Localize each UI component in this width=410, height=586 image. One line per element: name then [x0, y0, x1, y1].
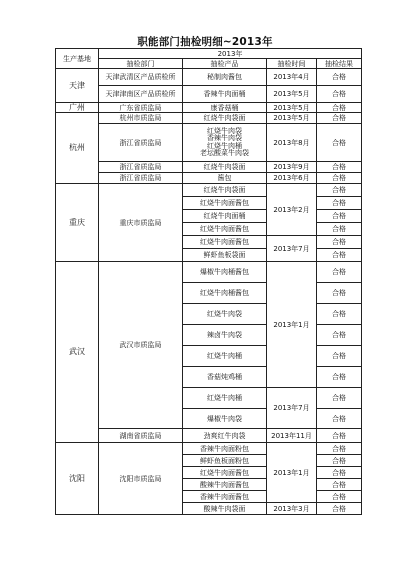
product-cell: 香辣牛肉面粉包 — [183, 443, 267, 455]
product-cell: 红烧牛肉面酱包 — [183, 223, 267, 236]
time-cell: 2013年5月 — [267, 86, 317, 103]
product-line: 香辣牛肉袋 — [207, 134, 242, 142]
result-cell: 合格 — [317, 491, 362, 503]
dept-cell: 广东省质监局 — [99, 103, 183, 113]
base-cell: 杭州 — [56, 113, 99, 184]
product-cell: 红烧牛肉袋面 — [183, 184, 267, 197]
dept-cell: 天津津南区产品质检所 — [99, 86, 183, 103]
result-cell: 合格 — [317, 124, 362, 162]
time-cell: 2013年5月 — [267, 103, 317, 113]
product-cell: 红烧牛肉面酱包 — [183, 467, 267, 479]
result-cell: 合格 — [317, 304, 362, 325]
result-cell: 合格 — [317, 249, 362, 262]
product-cell: 辣卤牛肉袋 — [183, 325, 267, 346]
table-row — [56, 162, 362, 173]
time-cell: 2013年5月 — [267, 113, 317, 124]
result-cell: 合格 — [317, 86, 362, 103]
table-row — [56, 124, 362, 162]
product-cell: 酸辣牛肉面酱包 — [183, 479, 267, 491]
result-cell: 合格 — [317, 429, 362, 443]
page-title: 职能部门抽检明细~2013年 — [137, 36, 273, 48]
header-year: 2013年 — [99, 49, 362, 59]
time-cell: 2013年2月 — [267, 184, 317, 236]
base-cell: 天津 — [56, 69, 99, 103]
result-cell: 合格 — [317, 325, 362, 346]
dept-cell: 武汉市质监局 — [99, 262, 183, 429]
time-cell: 2013年1月 — [267, 262, 317, 388]
header-time: 抽检时间 — [267, 59, 317, 69]
result-cell: 合格 — [317, 184, 362, 197]
result-cell: 合格 — [317, 503, 362, 515]
product-cell: 香菇炖鸡桶 — [183, 367, 267, 388]
result-cell: 合格 — [317, 409, 362, 429]
product-cell: 红烧牛肉袋面 — [183, 162, 267, 173]
result-cell: 合格 — [317, 173, 362, 184]
table-row — [56, 113, 362, 124]
time-cell: 2013年8月 — [267, 124, 317, 162]
product-lines — [184, 128, 265, 158]
result-cell: 合格 — [317, 283, 362, 304]
table-row — [56, 173, 362, 184]
time-cell: 2013年7月 — [267, 388, 317, 429]
time-cell: 2013年7月 — [267, 236, 317, 262]
time-cell: 2013年9月 — [267, 162, 317, 173]
table-row — [56, 443, 362, 455]
result-cell: 合格 — [317, 467, 362, 479]
result-cell: 合格 — [317, 346, 362, 367]
dept-cell: 天津武清区产品质检所 — [99, 69, 183, 86]
result-cell: 合格 — [317, 388, 362, 409]
header-result: 抽检结果 — [317, 59, 362, 69]
table-row — [56, 86, 362, 103]
table-row — [56, 429, 362, 443]
header-dept: 抽检部门 — [99, 59, 183, 69]
product-cell: 红烧牛肉面桶 — [183, 210, 267, 223]
inspection-table — [55, 48, 362, 515]
product-cell: 爆椒牛肉桶酱包 — [183, 262, 267, 283]
product-cell-multiline — [183, 124, 267, 162]
table-row — [56, 184, 362, 197]
product-cell: 鲜虾鱼板袋面 — [183, 249, 267, 262]
base-cell: 重庆 — [56, 184, 99, 262]
product-cell: 鲜虾鱼板面粉包 — [183, 455, 267, 467]
product-cell: 红烧牛肉袋 — [183, 304, 267, 325]
product-cell: 爆椒牛肉袋 — [183, 409, 267, 429]
product-cell: 秘制肉酱包 — [183, 69, 267, 86]
product-cell: 劲爽红牛肉袋 — [183, 429, 267, 443]
result-cell: 合格 — [317, 479, 362, 491]
product-cell: 红烧牛肉袋面 — [183, 113, 267, 124]
result-cell: 合格 — [317, 236, 362, 249]
product-line: 红烧牛肉袋 — [207, 126, 242, 135]
result-cell: 合格 — [317, 103, 362, 113]
result-cell: 合格 — [317, 223, 362, 236]
result-cell: 合格 — [317, 210, 362, 223]
dept-cell: 杭州市质监局 — [99, 113, 183, 124]
product-cell: 红烧牛肉面酱包 — [183, 197, 267, 210]
base-cell: 广州 — [56, 103, 99, 113]
product-cell: 康香菇桶 — [183, 103, 267, 113]
time-cell: 2013年4月 — [267, 69, 317, 86]
dept-cell: 浙江省质监局 — [99, 124, 183, 162]
base-cell: 沈阳 — [56, 443, 99, 515]
base-cell: 武汉 — [56, 262, 99, 443]
table-row — [56, 103, 362, 113]
product-line: 老坛酸菜牛肉袋 — [200, 149, 249, 157]
product-line: 红烧牛肉桶 — [207, 141, 242, 150]
dept-cell: 沈阳市质监局 — [99, 443, 183, 515]
dept-cell: 浙江省质监局 — [99, 162, 183, 173]
result-cell: 合格 — [317, 455, 362, 467]
result-cell: 合格 — [317, 262, 362, 283]
result-cell: 合格 — [317, 162, 362, 173]
product-cell: 酸辣牛肉袋面 — [183, 503, 267, 515]
time-cell: 2013年11月 — [267, 429, 317, 443]
header-base: 生产基地 — [56, 49, 99, 69]
product-cell: 红烧牛肉桶 — [183, 346, 267, 367]
result-cell: 合格 — [317, 69, 362, 86]
header-product: 抽检产品 — [183, 59, 267, 69]
time-cell: 2013年6月 — [267, 173, 317, 184]
result-cell: 合格 — [317, 197, 362, 210]
table-row — [56, 262, 362, 283]
result-cell: 合格 — [317, 367, 362, 388]
table-row — [56, 69, 362, 86]
product-cell: 红烧牛肉桶酱包 — [183, 283, 267, 304]
time-cell: 2013年1月 — [267, 443, 317, 503]
time-cell: 2013年3月 — [267, 503, 317, 515]
product-cell: 酱包 — [183, 173, 267, 184]
product-cell: 红烧牛肉面酱包 — [183, 236, 267, 249]
product-cell: 红烧牛肉桶 — [183, 388, 267, 409]
dept-cell: 浙江省质监局 — [99, 173, 183, 184]
product-cell: 香辣牛肉面桶 — [183, 86, 267, 103]
product-cell: 香辣牛肉面酱包 — [183, 491, 267, 503]
dept-cell: 湖南省质监局 — [99, 429, 183, 443]
dept-cell: 重庆市质监局 — [99, 184, 183, 262]
result-cell: 合格 — [317, 443, 362, 455]
result-cell: 合格 — [317, 113, 362, 124]
